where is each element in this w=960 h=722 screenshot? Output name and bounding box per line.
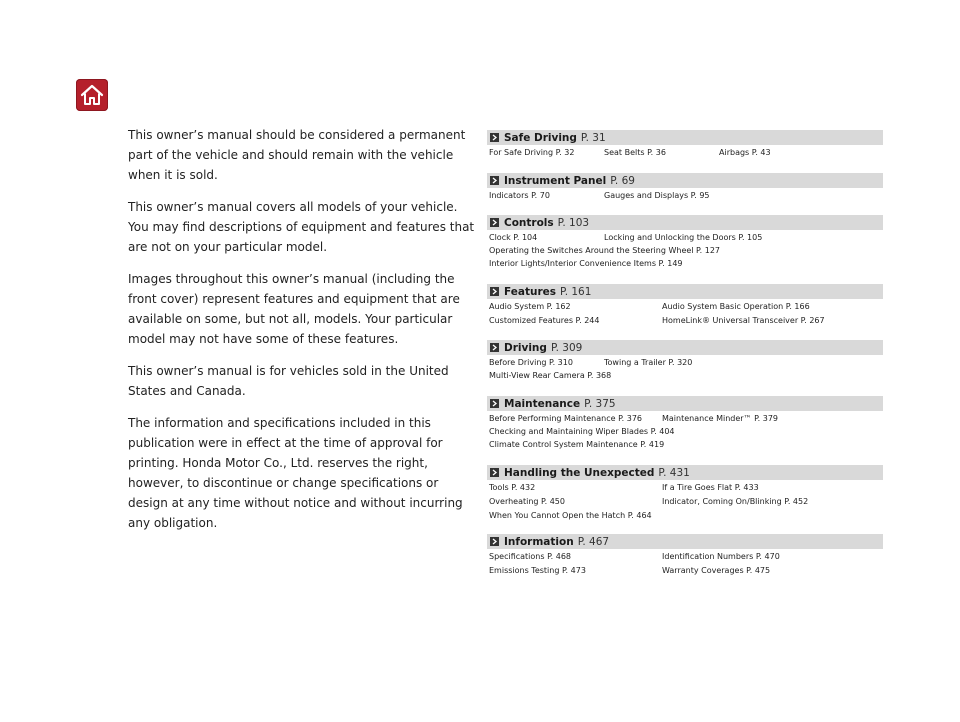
toc-section-page: P. 467 [577,535,610,548]
toc-section-title: Controls [504,216,554,229]
link-arrow-icon [490,133,499,142]
toc-link[interactable]: Checking and Maintaining Wiper Blades P. 404 [489,427,675,436]
toc-link[interactable]: Warranty Coverages P. 475 [662,566,771,575]
toc-section-title: Instrument Panel [504,174,607,187]
toc-section-title: Handling the Unexpected [504,466,655,479]
intro-text [128,125,476,545]
toc-section-header[interactable] [487,340,883,355]
link-arrow-icon [490,218,499,227]
toc-section-instrument-panel [487,173,883,200]
intro-paragraph: This owner’s manual is for vehicles sold in the United States and Canada. [128,364,449,398]
toc-section-driving [487,340,883,380]
toc-link[interactable]: When You Cannot Open the Hatch P. 464 [489,511,652,520]
link-arrow-icon [490,287,499,296]
toc-section-title: Information [504,535,574,548]
toc-section-page: P. 309 [550,341,583,354]
toc-section-header[interactable] [487,173,883,188]
toc-link[interactable]: Specifications P. 468 [489,552,572,561]
toc-section-page: P. 103 [557,216,590,229]
intro-paragraph: This owner’s manual covers all models of your vehicle. You may find descriptions of equipment and features that are not on your particular model. [128,200,475,254]
link-arrow-icon [490,343,499,352]
toc-section-page: P. 69 [610,174,635,187]
toc-section-header[interactable] [487,215,883,230]
home-icon [76,79,108,111]
toc-link[interactable]: Indicator, Coming On/Blinking P. 452 [662,497,809,506]
toc-section-title: Maintenance [504,397,581,410]
intro-paragraph: Images throughout this owner’s manual (including the front cover) represent features and equipment that are available on some, but not all, models. Your particular model may not have some of these features. [128,272,460,346]
toc-link[interactable]: For Safe Driving P. 32 [489,148,575,157]
toc-section-features [487,284,883,325]
toc-link[interactable]: Operating the Switches Around the Steering Wheel P. 127 [489,246,720,255]
toc-link[interactable]: Customized Features P. 244 [489,316,600,325]
toc-section-information [487,534,883,575]
toc-link[interactable]: Seat Belts P. 36 [604,148,666,157]
home-button[interactable] [76,79,108,111]
toc-link[interactable]: Overheating P. 450 [489,497,565,506]
toc-link[interactable]: Audio System P. 162 [489,302,571,311]
toc-link[interactable]: Gauges and Displays P. 95 [604,191,710,200]
toc-link[interactable]: Maintenance Minder™ P. 379 [662,414,779,423]
toc-link[interactable]: Climate Control System Maintenance P. 419 [489,440,665,449]
toc-section-title: Driving [504,341,547,354]
toc-link[interactable]: Airbags P. 43 [719,148,771,157]
toc-link[interactable]: HomeLink® Universal Transceiver P. 267 [662,316,825,325]
toc-section-page: P. 31 [580,131,606,144]
toc-link[interactable]: Emissions Testing P. 473 [489,566,586,575]
link-arrow-icon [490,537,499,546]
toc-link[interactable]: Identification Numbers P. 470 [662,552,780,561]
intro-paragraph: This owner’s manual should be considered a permanent part of the vehicle and should remain with the vehicle when it is sold. [128,128,466,182]
toc-link[interactable]: Before Performing Maintenance P. 376 [489,414,643,423]
toc-section-title: Features [504,285,556,298]
toc-section-page: P. 431 [658,466,690,479]
toc-section-controls [487,215,883,268]
toc-link[interactable]: Interior Lights/Interior Convenience Items P. 149 [489,259,683,268]
toc-section-header[interactable] [487,534,883,549]
toc-section-maintenance [487,396,883,449]
link-arrow-icon [490,399,499,408]
toc-link[interactable]: Before Driving P. 310 [489,358,573,367]
toc-link[interactable]: Indicators P. 70 [489,191,550,200]
toc-link[interactable]: Clock P. 104 [489,233,538,242]
toc-link[interactable]: Audio System Basic Operation P. 166 [662,302,810,311]
toc-link[interactable]: Towing a Trailer P. 320 [604,358,693,367]
toc-section-page: P. 161 [560,285,592,298]
toc-section-page: P. 375 [584,397,616,410]
toc-link[interactable]: Locking and Unlocking the Doors P. 105 [604,233,763,242]
toc-link[interactable]: Multi-View Rear Camera P. 368 [489,371,612,380]
link-arrow-icon [490,176,499,185]
toc-section-handling-the-unexpected [487,465,883,520]
toc-section-header[interactable] [487,396,883,411]
toc-section-safe-driving [487,130,883,157]
toc-link[interactable]: If a Tire Goes Flat P. 433 [662,483,759,492]
toc-section-header[interactable] [487,130,883,145]
toc-link[interactable]: Tools P. 432 [489,483,536,492]
link-arrow-icon [490,468,499,477]
toc-section-title: Safe Driving [504,131,577,144]
intro-paragraph: The information and specifications included in this publication were in effect at the time of approval for printing. Honda Motor Co., Ltd. reserves the right, however, to discontinue or change specifications or design at any time without notice and without incurring any obligation. [128,416,463,530]
toc-section-header[interactable] [487,284,883,299]
toc-section-header[interactable] [487,465,883,480]
